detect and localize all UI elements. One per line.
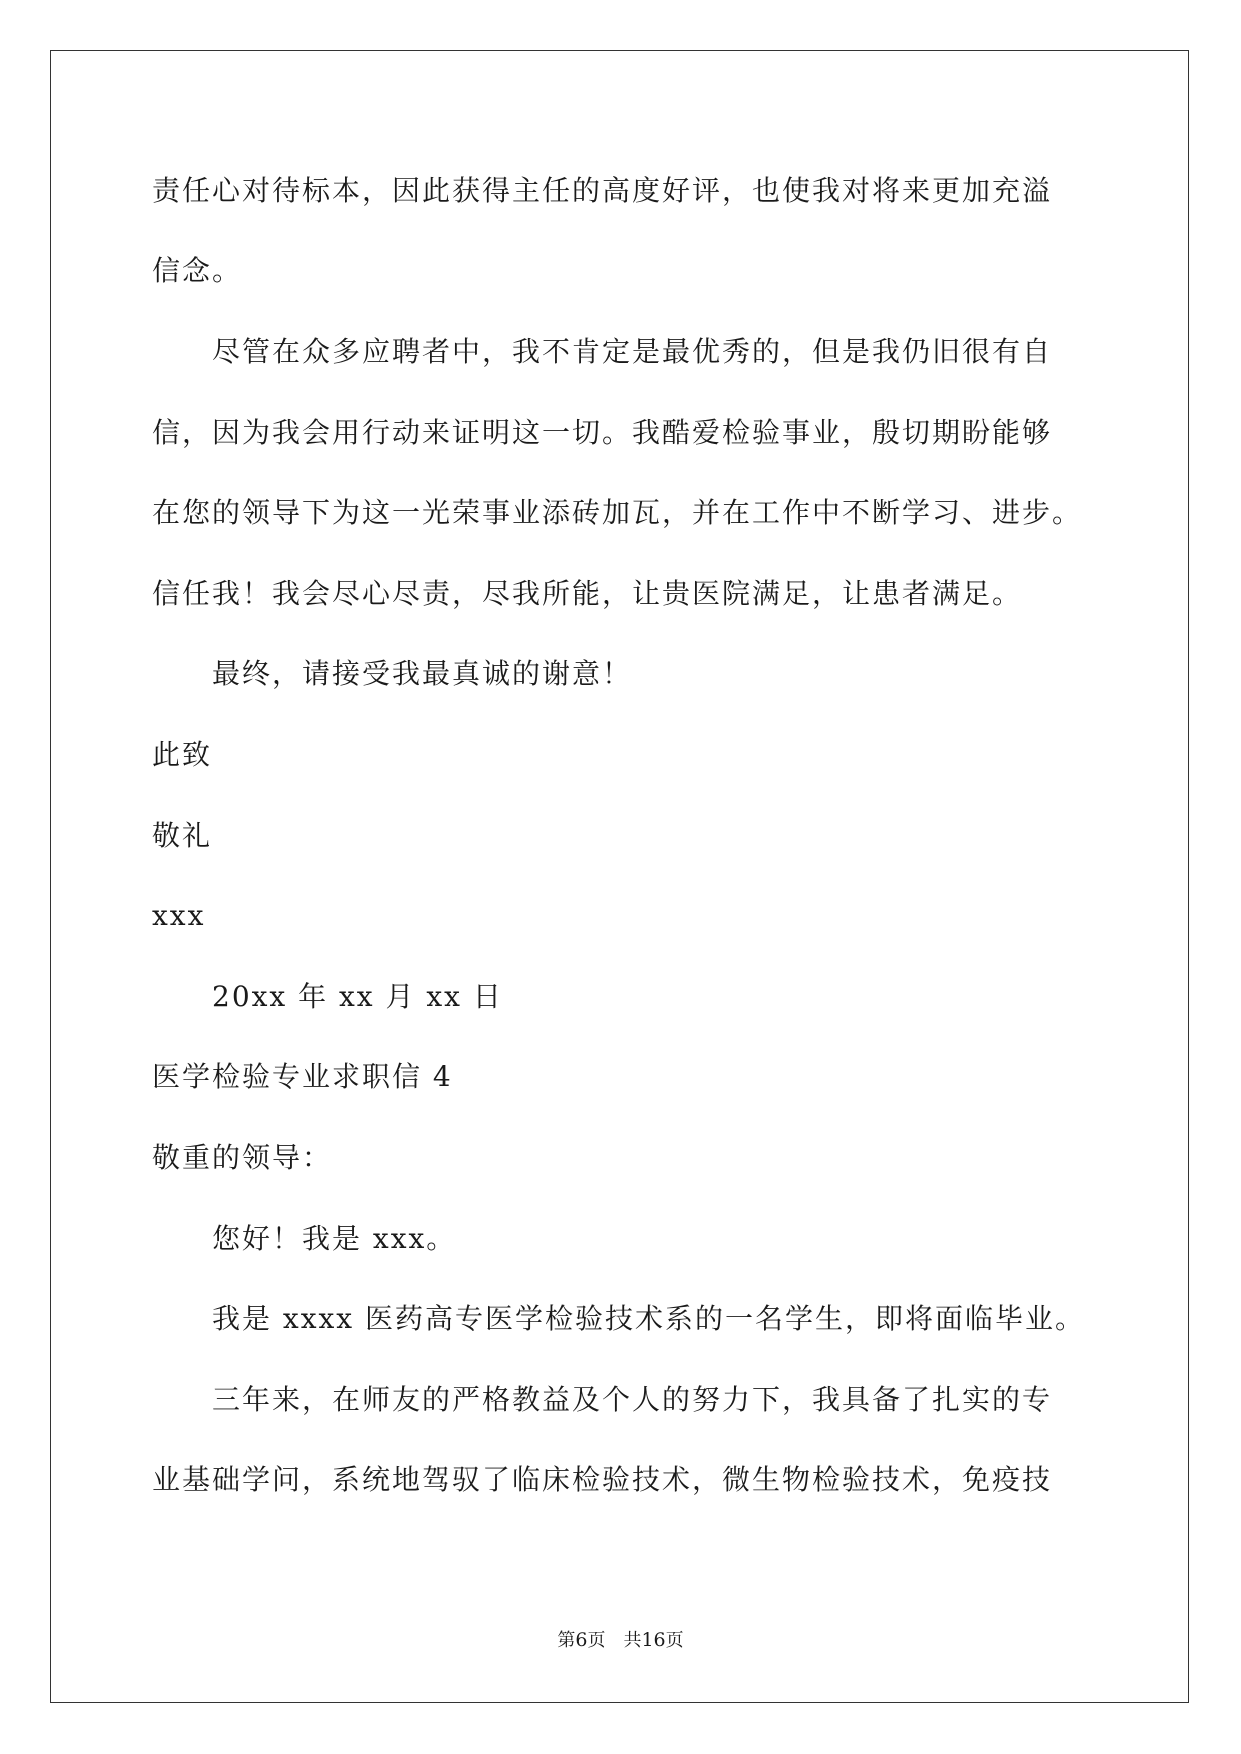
- current-page-number: 6: [575, 1629, 588, 1651]
- signature-name: xxx: [152, 899, 206, 932]
- signature-date: 20xx 年 xx 月 xx 日: [212, 980, 503, 1013]
- closing-regards: 敬礼: [152, 819, 213, 852]
- total-page-number: 16: [641, 1629, 666, 1651]
- footer-mid: 页 共: [587, 1630, 642, 1651]
- paragraph-line: 信念。: [152, 254, 243, 287]
- paragraph-line: 三年来，在师友的严格教益及个人的努力下，我具备了扎实的专: [212, 1383, 1053, 1416]
- footer-suffix: 页: [665, 1630, 684, 1651]
- paragraph-line: 我是 xxxx 医药高专医学检验技术系的一名学生，即将面临毕业。: [212, 1302, 1085, 1335]
- paragraph-line: 责任心对待标本，因此获得主任的高度好评，也使我对将来更加充溢: [152, 174, 1053, 207]
- paragraph-line: 在您的领导下为这一光荣事业添砖加瓦，并在工作中不断学习、进步。: [152, 496, 1083, 529]
- paragraph-line: 业基础学问，系统地驾驭了临床检验技术，微生物检验技术，免疫技: [152, 1463, 1053, 1496]
- footer-prefix: 第: [557, 1630, 576, 1651]
- page-number-footer: [0, 1628, 1241, 1653]
- paragraph-line: 最终，请接受我最真诚的谢意！: [212, 657, 633, 690]
- paragraph-line: 尽管在众多应聘者中，我不肯定是最优秀的，但是我仍旧很有自: [212, 335, 1053, 368]
- page-border: [50, 50, 1189, 1703]
- paragraph-line: 您好！我是 xxx。: [212, 1222, 457, 1255]
- greeting: 敬重的领导：: [152, 1141, 333, 1174]
- section-title: 医学检验专业求职信 4: [152, 1060, 453, 1093]
- paragraph-line: 信，因为我会用行动来证明这一切。我酷爱检验事业，殷切期盼能够: [152, 416, 1053, 449]
- paragraph-line: 信任我！我会尽心尽责，尽我所能，让贵医院满足，让患者满足。: [152, 577, 1023, 610]
- closing-salutation: 此致: [152, 738, 213, 771]
